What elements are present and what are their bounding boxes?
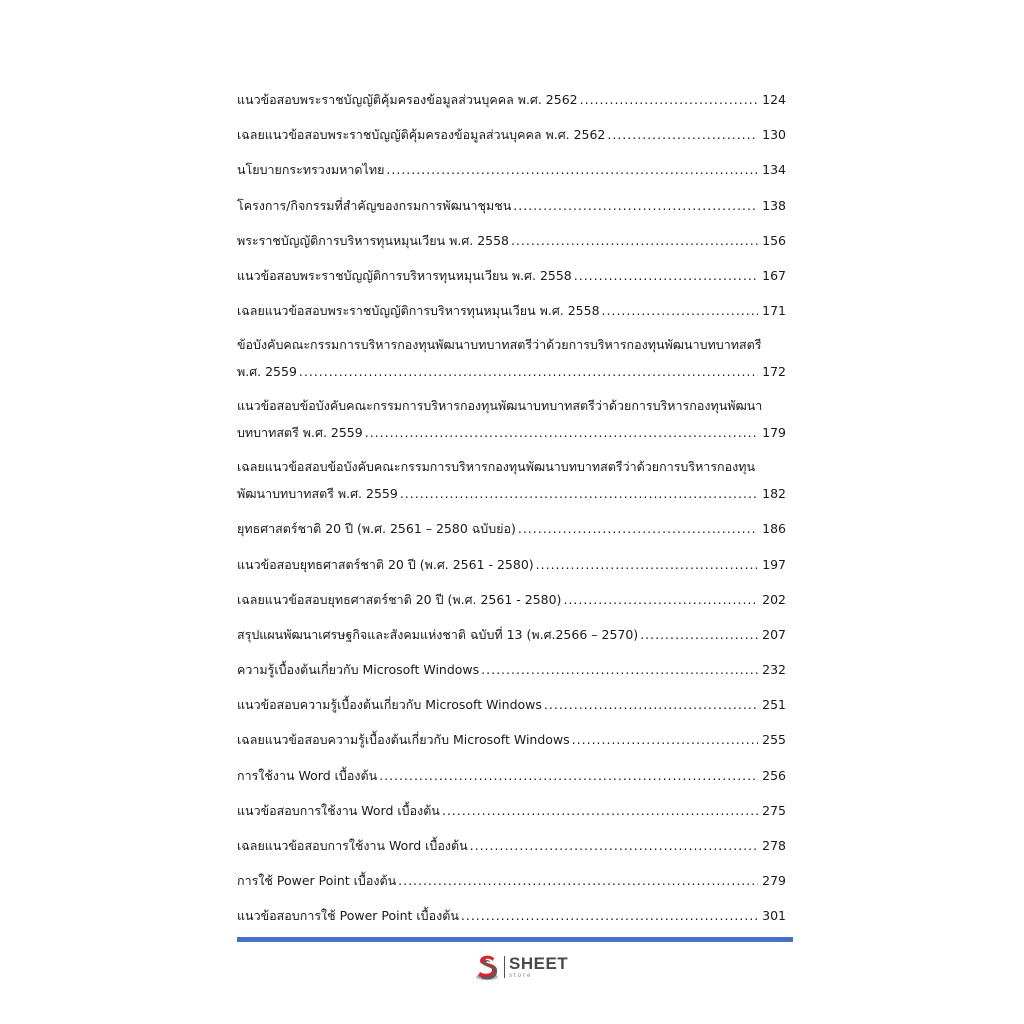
dot-leader (563, 591, 758, 608)
toc-entry[interactable] (237, 691, 786, 726)
toc-entry[interactable] (237, 332, 786, 393)
footer-rule (237, 937, 793, 942)
toc-entry-page: 256 (762, 767, 786, 783)
toc-entry[interactable] (237, 832, 786, 867)
dot-leader (640, 626, 758, 643)
toc-entry-title-line2: พ.ศ. 2559 (237, 364, 297, 380)
toc-entry-title-line2: พัฒนาบทบาทสตรี พ.ศ. 2559 (237, 486, 398, 502)
dot-leader (365, 424, 758, 441)
toc-entry-page: 167 (762, 267, 786, 283)
toc-entry-title: แนวข้อสอบความรู้เบื้องต้นเกี่ยวกับ Microsoft Windows (237, 697, 542, 713)
toc-entry-page: 186 (762, 521, 786, 537)
dot-leader (607, 126, 758, 143)
toc-entry-title: แนวข้อสอบพระราชบัญญัติคุ้มครองข้อมูลส่วนบุคคล พ.ศ. 2562 (237, 92, 578, 107)
toc-entry-page: 301 (762, 908, 786, 924)
logo-subtext: store (509, 973, 533, 979)
toc-entry-title: เฉลยแนวข้อสอบยุทธศาสตร์ชาติ 20 ปี (พ.ศ. 2561 - 2580) (237, 591, 562, 607)
logo-text (509, 955, 568, 979)
toc-entry-page: 197 (762, 556, 786, 572)
toc-entry-page: 251 (762, 697, 786, 713)
toc-entry-title: พระราชบัญญัติการบริหารทุนหมุนเวียน พ.ศ. 2558 (237, 232, 510, 248)
toc-entry-page: 179 (762, 425, 786, 441)
toc-entry[interactable] (237, 586, 786, 621)
table-of-contents (237, 86, 786, 938)
dot-leader (511, 232, 758, 249)
toc-entry-title: เฉลยแนวข้อสอบการใช้งาน Word เบื้องต้น (237, 838, 468, 853)
dot-leader (574, 267, 758, 284)
toc-entry-page: 172 (762, 364, 786, 380)
toc-entry-title: เฉลยแนวข้อสอบความรู้เบื้องต้นเกี่ยวกับ Microsoft Windows (237, 732, 570, 748)
toc-entry-title-line1: เฉลยแนวข้อสอบข้อบังคับคณะกรรมการบริหารกองทุนพัฒนาบทบาทสตรีว่าด้วยการบริหารกองทุน (237, 459, 756, 475)
dot-leader (536, 556, 758, 573)
dot-leader (400, 485, 758, 502)
toc-entry-title-line1: แนวข้อสอบข้อบังคับคณะกรรมการบริหารกองทุนพัฒนาบทบาทสตรีว่าด้วยการบริหารกองทุนพัฒนา (237, 398, 763, 414)
dot-leader (461, 907, 758, 924)
toc-entry-title: แนวข้อสอบพระราชบัญญัติการบริหารทุนหมุนเวียน พ.ศ. 2558 (237, 267, 572, 283)
dot-leader (379, 767, 758, 784)
toc-entry[interactable] (237, 192, 786, 227)
logo-separator (504, 956, 505, 978)
toc-entry[interactable] (237, 121, 786, 156)
toc-entry-page: 255 (762, 732, 786, 748)
dot-leader (481, 661, 758, 678)
toc-entry-title: สรุปแผนพัฒนาเศรษฐกิจและสังคมแห่งชาติ ฉบับที่ 13 (พ.ศ.2566 – 2570) (237, 626, 639, 642)
toc-entry-page: 275 (762, 802, 786, 818)
toc-entry[interactable] (237, 515, 786, 550)
toc-entry-page: 207 (762, 626, 786, 642)
toc-entry-title: การใช้ Power Point เบื้องต้น (237, 873, 397, 889)
toc-entry[interactable] (237, 551, 786, 586)
toc-entry-title-line2: บทบาทสตรี พ.ศ. 2559 (237, 425, 363, 441)
toc-entry[interactable] (237, 393, 786, 454)
toc-entry[interactable] (237, 797, 786, 832)
toc-entry-page: 134 (762, 162, 786, 178)
toc-entry-page: 182 (762, 486, 786, 502)
dot-leader (580, 91, 759, 108)
toc-entry[interactable] (237, 656, 786, 691)
sheet-store-logo (472, 952, 568, 982)
toc-entry[interactable] (237, 454, 786, 515)
toc-entry[interactable] (237, 726, 786, 761)
dot-leader (398, 872, 758, 889)
toc-entry[interactable] (237, 262, 786, 297)
toc-entry-title: โครงการ/กิจกรรมที่สำคัญของกรมการพัฒนาชุมชน (237, 197, 512, 213)
toc-entry-title: ยุทธศาสตร์ชาติ 20 ปี (พ.ศ. 2561 – 2580 ฉบับย่อ) (237, 521, 516, 537)
dot-leader (386, 161, 758, 178)
toc-entry[interactable] (237, 621, 786, 656)
dot-leader (299, 363, 758, 380)
logo-wordmark: SHEET (509, 954, 569, 973)
toc-entry-title: นโยบายกระทรวงมหาดไทย (237, 162, 385, 178)
toc-entry-title: ความรู้เบื้องต้นเกี่ยวกับ Microsoft Windows (237, 662, 480, 678)
toc-entry[interactable] (237, 156, 786, 191)
sheet-logo-icon (472, 952, 502, 982)
dot-leader (602, 302, 759, 319)
dot-leader (544, 696, 758, 713)
toc-entry-page: 124 (762, 92, 786, 107)
toc-entry-title: เฉลยแนวข้อสอบพระราชบัญญัติการบริหารทุนหมุนเวียน พ.ศ. 2558 (237, 303, 600, 319)
toc-entry[interactable] (237, 867, 786, 902)
toc-entry-title: แนวข้อสอบยุทธศาสตร์ชาติ 20 ปี (พ.ศ. 2561 - 2580) (237, 556, 534, 572)
toc-entry[interactable] (237, 227, 786, 262)
toc-entry-title: การใช้งาน Word เบื้องต้น (237, 767, 378, 783)
toc-entry-page: 138 (762, 197, 786, 213)
toc-entry[interactable] (237, 297, 786, 332)
toc-entry-title-line1: ข้อบังคับคณะกรรมการบริหารกองทุนพัฒนาบทบาทสตรีว่าด้วยการบริหารกองทุนพัฒนาบทบาทสตรี (237, 337, 762, 353)
toc-entry-page: 278 (762, 838, 786, 853)
dot-leader (470, 837, 759, 854)
toc-entry-title: แนวข้อสอบการใช้ Power Point เบื้องต้น (237, 908, 459, 924)
toc-entry-title: เฉลยแนวข้อสอบพระราชบัญญัติคุ้มครองข้อมูลส่วนบุคคล พ.ศ. 2562 (237, 127, 606, 143)
dot-leader (442, 802, 758, 819)
toc-entry-title: แนวข้อสอบการใช้งาน Word เบื้องต้น (237, 802, 440, 818)
toc-entry[interactable] (237, 902, 786, 937)
toc-entry-page: 130 (762, 127, 786, 143)
toc-entry[interactable] (237, 762, 786, 797)
toc-entry-page: 279 (762, 873, 786, 889)
toc-entry-page: 156 (762, 232, 786, 248)
toc-entry-page: 232 (762, 662, 786, 678)
toc-entry-page: 202 (762, 591, 786, 607)
toc-entry[interactable] (237, 86, 786, 121)
dot-leader (572, 731, 758, 748)
dot-leader (518, 520, 758, 537)
dot-leader (513, 197, 758, 214)
toc-entry-page: 171 (762, 303, 786, 319)
